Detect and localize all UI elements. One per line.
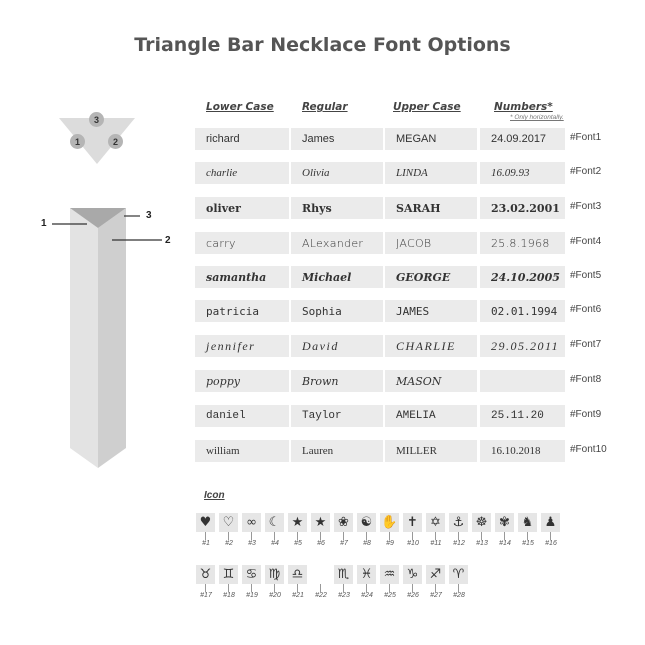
font-tag: #Font9 xyxy=(570,409,602,420)
icon-option xyxy=(196,565,216,609)
moon-icon: ☾ xyxy=(265,513,284,532)
icon-number: #1 xyxy=(202,540,210,547)
icon-stem xyxy=(205,584,206,592)
regular-sample: ALexander xyxy=(291,232,383,254)
header-upper-case: Upper Case xyxy=(393,101,461,113)
icon-stem xyxy=(251,584,252,592)
number-sample: 24.10.2005 xyxy=(480,266,565,288)
lower-case-sample: william xyxy=(195,440,289,462)
font-row xyxy=(195,128,602,150)
number-sample: 24.09.2017 xyxy=(480,128,565,150)
icon-number: #4 xyxy=(271,540,279,547)
icon-option xyxy=(219,565,239,609)
icon-option xyxy=(242,565,262,609)
upper-case-sample: CHARLIE xyxy=(385,335,477,357)
font-tag: #Font4 xyxy=(570,236,602,247)
heart-outline-icon: ♡ xyxy=(219,513,238,532)
font-row xyxy=(195,162,602,184)
cancer-icon: ♋ xyxy=(242,565,261,584)
number-sample: 23.02.2001 xyxy=(480,197,565,219)
icon-number: #8 xyxy=(363,540,371,547)
regular-sample: Taylor xyxy=(291,405,383,427)
icon-number: #2 xyxy=(225,540,233,547)
upper-case-sample: GEORGE xyxy=(385,266,477,288)
upper-case-sample: MEGAN xyxy=(385,128,477,150)
icon-option xyxy=(311,513,331,557)
icon-number: #22 xyxy=(315,592,327,599)
icon-number: #21 xyxy=(292,592,304,599)
icon-option xyxy=(403,565,423,609)
page-title: Triangle Bar Necklace Font Options xyxy=(134,34,511,56)
icon-stem xyxy=(527,532,528,540)
icon-stem xyxy=(412,532,413,540)
icon-stem xyxy=(343,584,344,592)
upper-case-sample: LINDA xyxy=(385,162,477,184)
number-sample: 25.8.1968 xyxy=(480,232,565,254)
font-row xyxy=(195,405,602,427)
icon-option xyxy=(265,513,285,557)
icon-number: #15 xyxy=(522,540,534,547)
icon-number: #20 xyxy=(269,592,281,599)
icon-stem xyxy=(504,532,505,540)
lower-case-sample: poppy xyxy=(195,370,289,392)
font-row xyxy=(195,370,602,392)
icon-option xyxy=(265,565,285,609)
icon-stem xyxy=(389,532,390,540)
upper-case-sample: MILLER xyxy=(385,440,477,462)
taurus-icon: ♉ xyxy=(196,565,215,584)
icon-number: #12 xyxy=(453,540,465,547)
icon-stem xyxy=(205,532,206,540)
icon-number: #17 xyxy=(200,592,212,599)
regular-sample: Sophia xyxy=(291,300,383,322)
font-tag: #Font7 xyxy=(570,339,602,350)
libra-icon: ♎ xyxy=(288,565,307,584)
lotus-icon: ✾ xyxy=(495,513,514,532)
icon-number: #9 xyxy=(386,540,394,547)
dog-icon: ♞ xyxy=(518,513,537,532)
icon-stem xyxy=(458,584,459,592)
icon-number: #11 xyxy=(430,540,442,547)
icon-stem xyxy=(481,532,482,540)
font-tag: #Font3 xyxy=(570,201,602,212)
icon-option xyxy=(403,513,423,557)
icon-number: #6 xyxy=(317,540,325,547)
side-label-3: 3 xyxy=(146,210,152,221)
icon-number: #13 xyxy=(476,540,488,547)
aries-icon: ♈ xyxy=(449,565,468,584)
icon-option xyxy=(288,513,308,557)
header-regular: Regular xyxy=(302,101,348,113)
star-icon: ★ xyxy=(288,513,307,532)
icon-option xyxy=(518,513,538,557)
icon-number: #19 xyxy=(246,592,258,599)
icon-option xyxy=(472,513,492,557)
infinity-icon: ∞ xyxy=(242,513,261,532)
icon-stem xyxy=(274,584,275,592)
font-row xyxy=(195,266,602,288)
gemini-icon: ♊ xyxy=(219,565,238,584)
icon-option xyxy=(334,513,354,557)
font-tag: #Font10 xyxy=(570,444,607,455)
icon-number: #5 xyxy=(294,540,302,547)
icon-option xyxy=(380,565,400,609)
font-tag: #Font5 xyxy=(570,270,602,281)
icon-number: #10 xyxy=(407,540,419,547)
badge-1: 1 xyxy=(70,134,85,149)
font-row xyxy=(195,197,602,219)
tree-of-life-icon: ☸ xyxy=(472,513,491,532)
number-sample: 02.01.1994 xyxy=(480,300,565,322)
icon-stem xyxy=(435,532,436,540)
number-sample: 29.05.2011 xyxy=(480,335,565,357)
upper-case-sample: SARAH xyxy=(385,197,477,219)
star-of-david-icon: ✡ xyxy=(426,513,445,532)
pisces-icon: ♓ xyxy=(357,565,376,584)
icon-option xyxy=(288,565,308,609)
icon-stem xyxy=(550,532,551,540)
aquarius-icon: ♒ xyxy=(380,565,399,584)
icon-option xyxy=(334,565,354,609)
lower-case-sample: carry xyxy=(195,232,289,254)
icon-stem xyxy=(228,584,229,592)
icon-number: #7 xyxy=(340,540,348,547)
paw-icon: ❀ xyxy=(334,513,353,532)
icon-number: #27 xyxy=(430,592,442,599)
icon-number: #23 xyxy=(338,592,350,599)
icon-option xyxy=(380,513,400,557)
lower-case-sample: oliver xyxy=(195,197,289,219)
font-tag: #Font1 xyxy=(570,132,602,143)
lower-case-sample: richard xyxy=(195,128,289,150)
number-sample: 16.10.2018 xyxy=(480,440,565,462)
icon-number: #16 xyxy=(545,540,557,547)
icon-stem xyxy=(412,584,413,592)
upper-case-sample: JACOB xyxy=(385,232,477,254)
icon-stem xyxy=(251,532,252,540)
icon-number: #26 xyxy=(407,592,419,599)
anchor-icon: ⚓ xyxy=(449,513,468,532)
icon-stem xyxy=(366,584,367,592)
cat-icon: ♟ xyxy=(541,513,560,532)
icon-option xyxy=(311,565,331,609)
font-row xyxy=(195,440,607,462)
cross-icon: ✝ xyxy=(403,513,422,532)
upper-case-sample: AMELIA xyxy=(385,405,477,427)
icon-option xyxy=(219,513,239,557)
number-sample: 16.09.93 xyxy=(480,162,565,184)
icon-number: #28 xyxy=(453,592,465,599)
upper-case-sample: JAMES xyxy=(385,300,477,322)
scorpio-icon: ♏ xyxy=(334,565,353,584)
numbers-note: * Only horizontally. xyxy=(510,114,564,121)
icon-section-title: Icon xyxy=(204,490,225,501)
necklace-bar-view xyxy=(40,200,185,475)
number-sample: 25.11.20 xyxy=(480,405,565,427)
regular-sample: Rhys xyxy=(291,197,383,219)
side-label-2: 2 xyxy=(165,235,171,246)
icon-number: #18 xyxy=(223,592,235,599)
icon-option xyxy=(357,565,377,609)
icon-number: #25 xyxy=(384,592,396,599)
lower-case-sample: daniel xyxy=(195,405,289,427)
font-tag: #Font8 xyxy=(570,374,602,385)
icon-number: #3 xyxy=(248,540,256,547)
bar-right-face xyxy=(98,208,126,468)
icon-option xyxy=(242,513,262,557)
font-row xyxy=(195,335,602,357)
capricorn-icon: ♑ xyxy=(403,565,422,584)
header-lower-case: Lower Case xyxy=(206,101,274,113)
icon-stem xyxy=(458,532,459,540)
upper-case-sample: MASON xyxy=(385,370,477,392)
regular-sample: James xyxy=(291,128,383,150)
badge-3: 3 xyxy=(89,112,104,127)
star-solid-icon: ★ xyxy=(311,513,330,532)
regular-sample: Michael xyxy=(291,266,383,288)
lower-case-sample: charlie xyxy=(195,162,289,184)
icon-option xyxy=(357,513,377,557)
lower-case-sample: jennifer xyxy=(195,335,289,357)
font-row xyxy=(195,300,602,322)
regular-sample: Brown xyxy=(291,370,383,392)
icon-option xyxy=(541,513,561,557)
icon-option xyxy=(426,513,446,557)
icon-option xyxy=(426,565,446,609)
font-tag: #Font2 xyxy=(570,166,602,177)
icon-option xyxy=(449,513,469,557)
icon-stem xyxy=(320,584,321,592)
icon-stem xyxy=(435,584,436,592)
regular-sample: Lauren xyxy=(291,440,383,462)
icon-stem xyxy=(297,532,298,540)
lower-case-sample: patricia xyxy=(195,300,289,322)
icon-stem xyxy=(366,532,367,540)
icon-number: #24 xyxy=(361,592,373,599)
icon-stem xyxy=(274,532,275,540)
regular-sample: David xyxy=(291,335,383,357)
icon-stem xyxy=(297,584,298,592)
icon-option xyxy=(449,565,469,609)
icon-stem xyxy=(389,584,390,592)
badge-2: 2 xyxy=(108,134,123,149)
font-tag: #Font6 xyxy=(570,304,602,315)
icon-option xyxy=(196,513,216,557)
icon-stem xyxy=(320,532,321,540)
side-label-1: 1 xyxy=(41,218,47,229)
icon-stem xyxy=(343,532,344,540)
header-numbers: Numbers* xyxy=(494,101,553,113)
hamsa-icon: ✋ xyxy=(381,515,398,530)
icon-option xyxy=(495,513,515,557)
font-row xyxy=(195,232,602,254)
icon-stem xyxy=(228,532,229,540)
number-sample xyxy=(480,370,565,392)
yin-yang-icon: ☯ xyxy=(357,513,376,532)
sagittarius-icon: ♐ xyxy=(426,565,445,584)
regular-sample: Olivia xyxy=(291,162,383,184)
virgo-icon: ♍ xyxy=(265,565,284,584)
heart-icon: ♥ xyxy=(196,513,215,532)
lower-case-sample: samantha xyxy=(195,266,289,288)
bar-left-face xyxy=(70,208,98,468)
icon-number: #14 xyxy=(499,540,511,547)
